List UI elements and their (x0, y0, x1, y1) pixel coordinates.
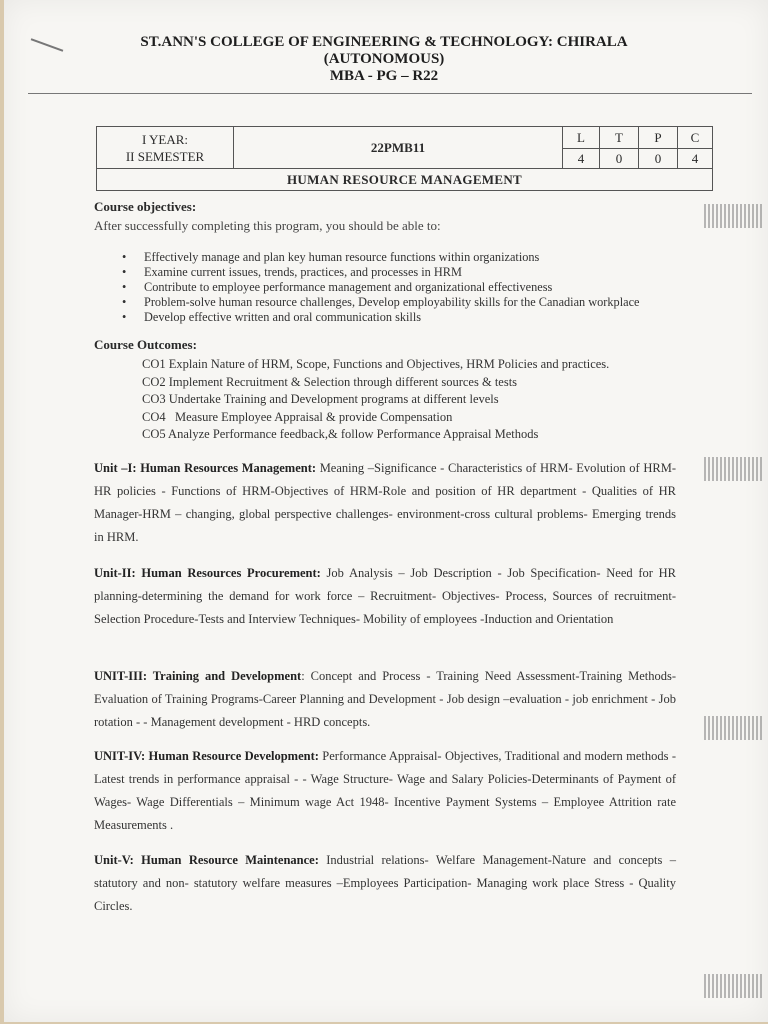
credit-header-l: L (563, 127, 600, 149)
document-page (4, 0, 768, 1022)
unit-3 (94, 665, 676, 734)
unit-heading: Unit-V: Human Resource Maintenance: (94, 853, 319, 867)
autonomous-label: (AUTONOMOUS) (323, 51, 445, 67)
unit-heading: Unit –I: Human Resources Management: (94, 461, 317, 475)
unit-text: Performance Appraisal- Objectives, Traditional and modern methods - Latest trends in performance appraisal - - Wage Structure- Wage and Salary Policies-Determinants of Payment of Wages- Wage Differentials – Minimum wage Act 1948- Incentive Payment Systems – Employee Attrition rate Measurements . (94, 749, 676, 832)
outcome-item: CO4 Measure Employee Appraisal & provide Compensation (142, 409, 453, 424)
header-rule (28, 93, 752, 94)
unit-text: Meaning –Significance - Characteristics of HRM- Evolution of HRM- HR policies - Functions of HRM-Objectives of HRM-Role and position of HR department - Qualities of HR Manager-HRM – changing, global perspective challenges- environment-cross cultural problems- Emerging trends in HRM. (94, 461, 676, 544)
objectives-intro: After successfully completing this program, you should be able to: (94, 218, 441, 233)
college-header (124, 34, 644, 85)
unit-5 (94, 849, 676, 918)
objective-item: • Problem-solve human resource challenges, Develop employability skills for the Canadian workplace (122, 295, 664, 310)
course-code: 22PMB11 (234, 127, 563, 169)
outcome-item: CO3 Undertake Training and Development programs at different levels (142, 392, 499, 406)
credit-header-t: T (600, 127, 639, 149)
objective-item: • Examine current issues, trends, practices, and processes in HRM (122, 265, 664, 280)
program-label: MBA - PG – R22 (329, 68, 439, 84)
credit-value-t: 0 (600, 149, 639, 169)
unit-1 (94, 457, 676, 549)
course-info-table (96, 126, 713, 191)
semester-label: II SEMESTER (125, 148, 205, 164)
objective-item: • Develop effective written and oral communication skills (122, 310, 664, 325)
unit-heading: Unit-II: Human Resources Procurement: (94, 566, 321, 580)
credit-header-c: C (678, 127, 713, 149)
outcomes-list (142, 356, 609, 444)
unit-text: Industrial relations- Welfare Management-Nature and concepts – statutory and non- statutory welfare measures –Employees Participation- Managing work place Stress - Quality Circles. (94, 853, 676, 913)
margin-stamp-mark (704, 974, 764, 998)
unit-heading: UNIT-III: Training and Development (94, 669, 302, 683)
outcome-item: CO2 Implement Recruitment & Selection through different sources & tests (142, 374, 518, 389)
objective-item: • Effectively manage and plan key human resource functions within organizations (122, 250, 664, 265)
unit-text: : Concept and Process - Training Need Assessment-Training Methods-Evaluation of Training Programs-Career Planning and Development - Job design –evaluation - job enrichment - Job rotation - - Management development - HRD concepts. (94, 669, 676, 729)
credit-value-c: 4 (678, 149, 713, 169)
margin-stamp-mark (704, 204, 764, 228)
year-label: I YEAR: (141, 131, 189, 147)
credit-value-l: 4 (563, 149, 600, 169)
unit-4 (94, 745, 676, 837)
pencil-mark (31, 38, 64, 52)
margin-stamp-mark (704, 716, 764, 740)
objectives-heading: Course objectives: (94, 199, 197, 214)
objective-item: • Contribute to employee performance management and organizational effectiveness (122, 280, 664, 295)
credit-value-p: 0 (639, 149, 678, 169)
outcomes-heading: Course Outcomes: (94, 337, 197, 352)
margin-stamp-mark (704, 457, 764, 481)
credit-header-p: P (639, 127, 678, 149)
year-semester-cell (97, 127, 234, 169)
outcome-item: CO1 Explain Nature of HRM, Scope, Functions and Objectives, HRM Policies and practices. (142, 357, 610, 371)
unit-2 (94, 562, 676, 631)
course-title: HUMAN RESOURCE MANAGEMENT (97, 169, 713, 191)
college-name: ST.ANN'S COLLEGE OF ENGINEERING & TECHNOLOGY: CHIRALA (140, 34, 628, 50)
objectives-list (122, 250, 664, 325)
outcome-item: CO5 Analyze Performance feedback,& follow Performance Appraisal Methods (142, 427, 539, 441)
unit-heading: UNIT-IV: Human Resource Development: (94, 749, 319, 763)
unit-text: Job Analysis – Job Description - Job Specification- Need for HR planning-determining the demand for work force – Recruitment- Objectives- Process, Sources of recruitment-Selection Procedure-Tests and Interview Techniques- Mobility of employees -Induction and Orientation (94, 566, 676, 626)
